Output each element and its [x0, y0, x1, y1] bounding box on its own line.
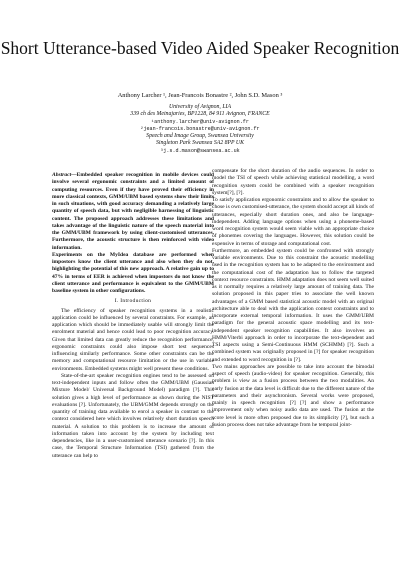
- abstract-text: —Embedded speaker recognition in mobile devices could involve several ergonomic constraints and a limited amount of computing resources. Even if they have proved their efficiency in more classical contexts, GMM/UBM based systems show their limits in such situations, with good accuracy demanding a relatively large quantity of speech data, but with negligible harnessing of linguistic content. The proposed approach addresses these limitations and takes advantage of the linguistic nature of the speech material into the GMM/UBM framework by using client-customised utterances. Furthermore, the acoustic structure is then reinforced with video information.: [52, 172, 214, 251]
- affiliation-group: Speech and Image Group, Swansea University: [146, 133, 254, 140]
- abstract-paragraph-2: Experiments on the MyIdea database are performed when impostors know the client utterance and also when they do not, highlighting the potential of this new approach. A relative gain up to 47% in terms of EER is achieved when impostors do not know the client utterance and performance is equivalent to the GMM/UBM baseline system in other configurations.: [52, 251, 214, 294]
- abstract-label: Abstract: [52, 172, 72, 178]
- paper-title: Short Utterance-based Video Aided Speaker Recognition: [0, 38, 400, 58]
- author-list: Anthony Larcher ¹, Jean-Francois Bonastre ², John S.D. Mason ³: [117, 92, 283, 99]
- affiliations: [0, 104, 400, 155]
- affiliation-university: University of Avignon, LIA: [168, 104, 232, 110]
- section-heading-introduction: I. Introduction: [114, 298, 152, 305]
- email-3: ³j.s.d.mason@swansea.ac.uk: [160, 147, 240, 154]
- intro-paragraph-1: The efficiency of speaker recognition systems in a realistic application could be influenced by several constraints. For example, an application which should be immediately usable will strongly limit the enrolment material and hence could lead to poor recognition accuracy. Given that limited data can greatly reduce the recognition performance, ergonomic constraints could also impose short test sequences influencing similarly performance. Some other constraints can be the memory and computational resource limitation or the use in variable environments. Embedded systems might well present these conditions.: [52, 307, 214, 372]
- right-column: [212, 168, 374, 429]
- intro-paragraph-2: State-of-the-art speaker recognition engines tend to be assessed on text-independent inputs and follow often the GMM/UBM (Gaussian Mixture Model/ Universal Background Model) paradigm [?]. This solution gives a high level of performance as shown during the NIST evaluations [?]. Unfortunately, the UBM/GMM depends strongly on the quantity of training data available to enrol a speaker in contrast to the context considered here which involves relatively short duration speech material. A solution to this problem is to increase the amount of information taken into account by the system by including text dependencies, like in a user-customised utterance scenario [?]. In this case, the Temporal Structure Information (TSI) gathered from the utterance can help to: [52, 372, 214, 459]
- right-paragraph-3: Furthermore, an embedded system could be confronted with strongly variable environments. Due to this constraint the acoustic modelling used in the recognition system has to be adapted to the environment and the computational cost of the adaptation has to follow the targeted context resource constraints. HMM adaptation does not seem well suited as it normally requires a relatively large amount of training data. The solution proposed in this paper tries to associate the well known advantages of a GMM based statistical acoustic model with an original architecture able to deal with the application context constraints and to incorporate external temporal information. It uses the GMM/UBM paradigm for the general acoustic space modelling and its text-independent speaker recognition capabilities. It also involves an HMM/Viterbi approach in order to incorporate the text-dependent and TSI aspects using a Semi-Continuous HMM (SCHMM) [?]. Such a combined system was originally proposed in [?] for speaker recognition and extended to word recognition in [?].: [212, 247, 374, 363]
- right-paragraph-4: Two mains approaches are possible to take into account the bimodal aspect of speech (audio-video) for speaker recognition. Generally, this problem is view as a fusion process between the two modalities. An early fusion at the data level is difficult due to the different nature of the parameters and their asynchronism. Several works were proposed, mainly in speech recognition [?] [?] and show a performance improvement only when noisy audio data are used. The fusion at the score level is more often proposed due to its simplicity [?], but such a fusion process does not take advantage from he temporal joint-: [212, 363, 374, 428]
- left-column: [52, 172, 214, 460]
- right-paragraph-1: compensate for the short duration of the audio sequences. In order to model the TSI of speech while achieving statistical modelling, a word recognition system could be combined with a speaker recognition system[?], [?].: [212, 168, 374, 196]
- abstract: [52, 172, 214, 252]
- affiliation-address: 339 ch des Meinajaries, BP1228, 84 911 Avignon, FRANCE: [130, 111, 270, 118]
- right-paragraph-2: To satisfy application ergonomic constraints and to allow the speaker to chose is own customised-utterance, the system should accept all kinds of utterances, especially short duration ones, and also be language-independent. Adding language options when using a phoneme-based word recognition system would seem viable with an appropriate choice of phonemes covering the languages. However, this solution could be expensive in terms of storage and computational cost.: [212, 197, 374, 247]
- affiliation-address-2: Singleton Park Swansea SA2 8PP UK: [156, 140, 244, 147]
- email-2: ²jean-francois.bonastre@univ-avignon.fr: [140, 125, 260, 132]
- email-1: ¹anthony.larcher@univ-avignon.fr: [151, 118, 249, 125]
